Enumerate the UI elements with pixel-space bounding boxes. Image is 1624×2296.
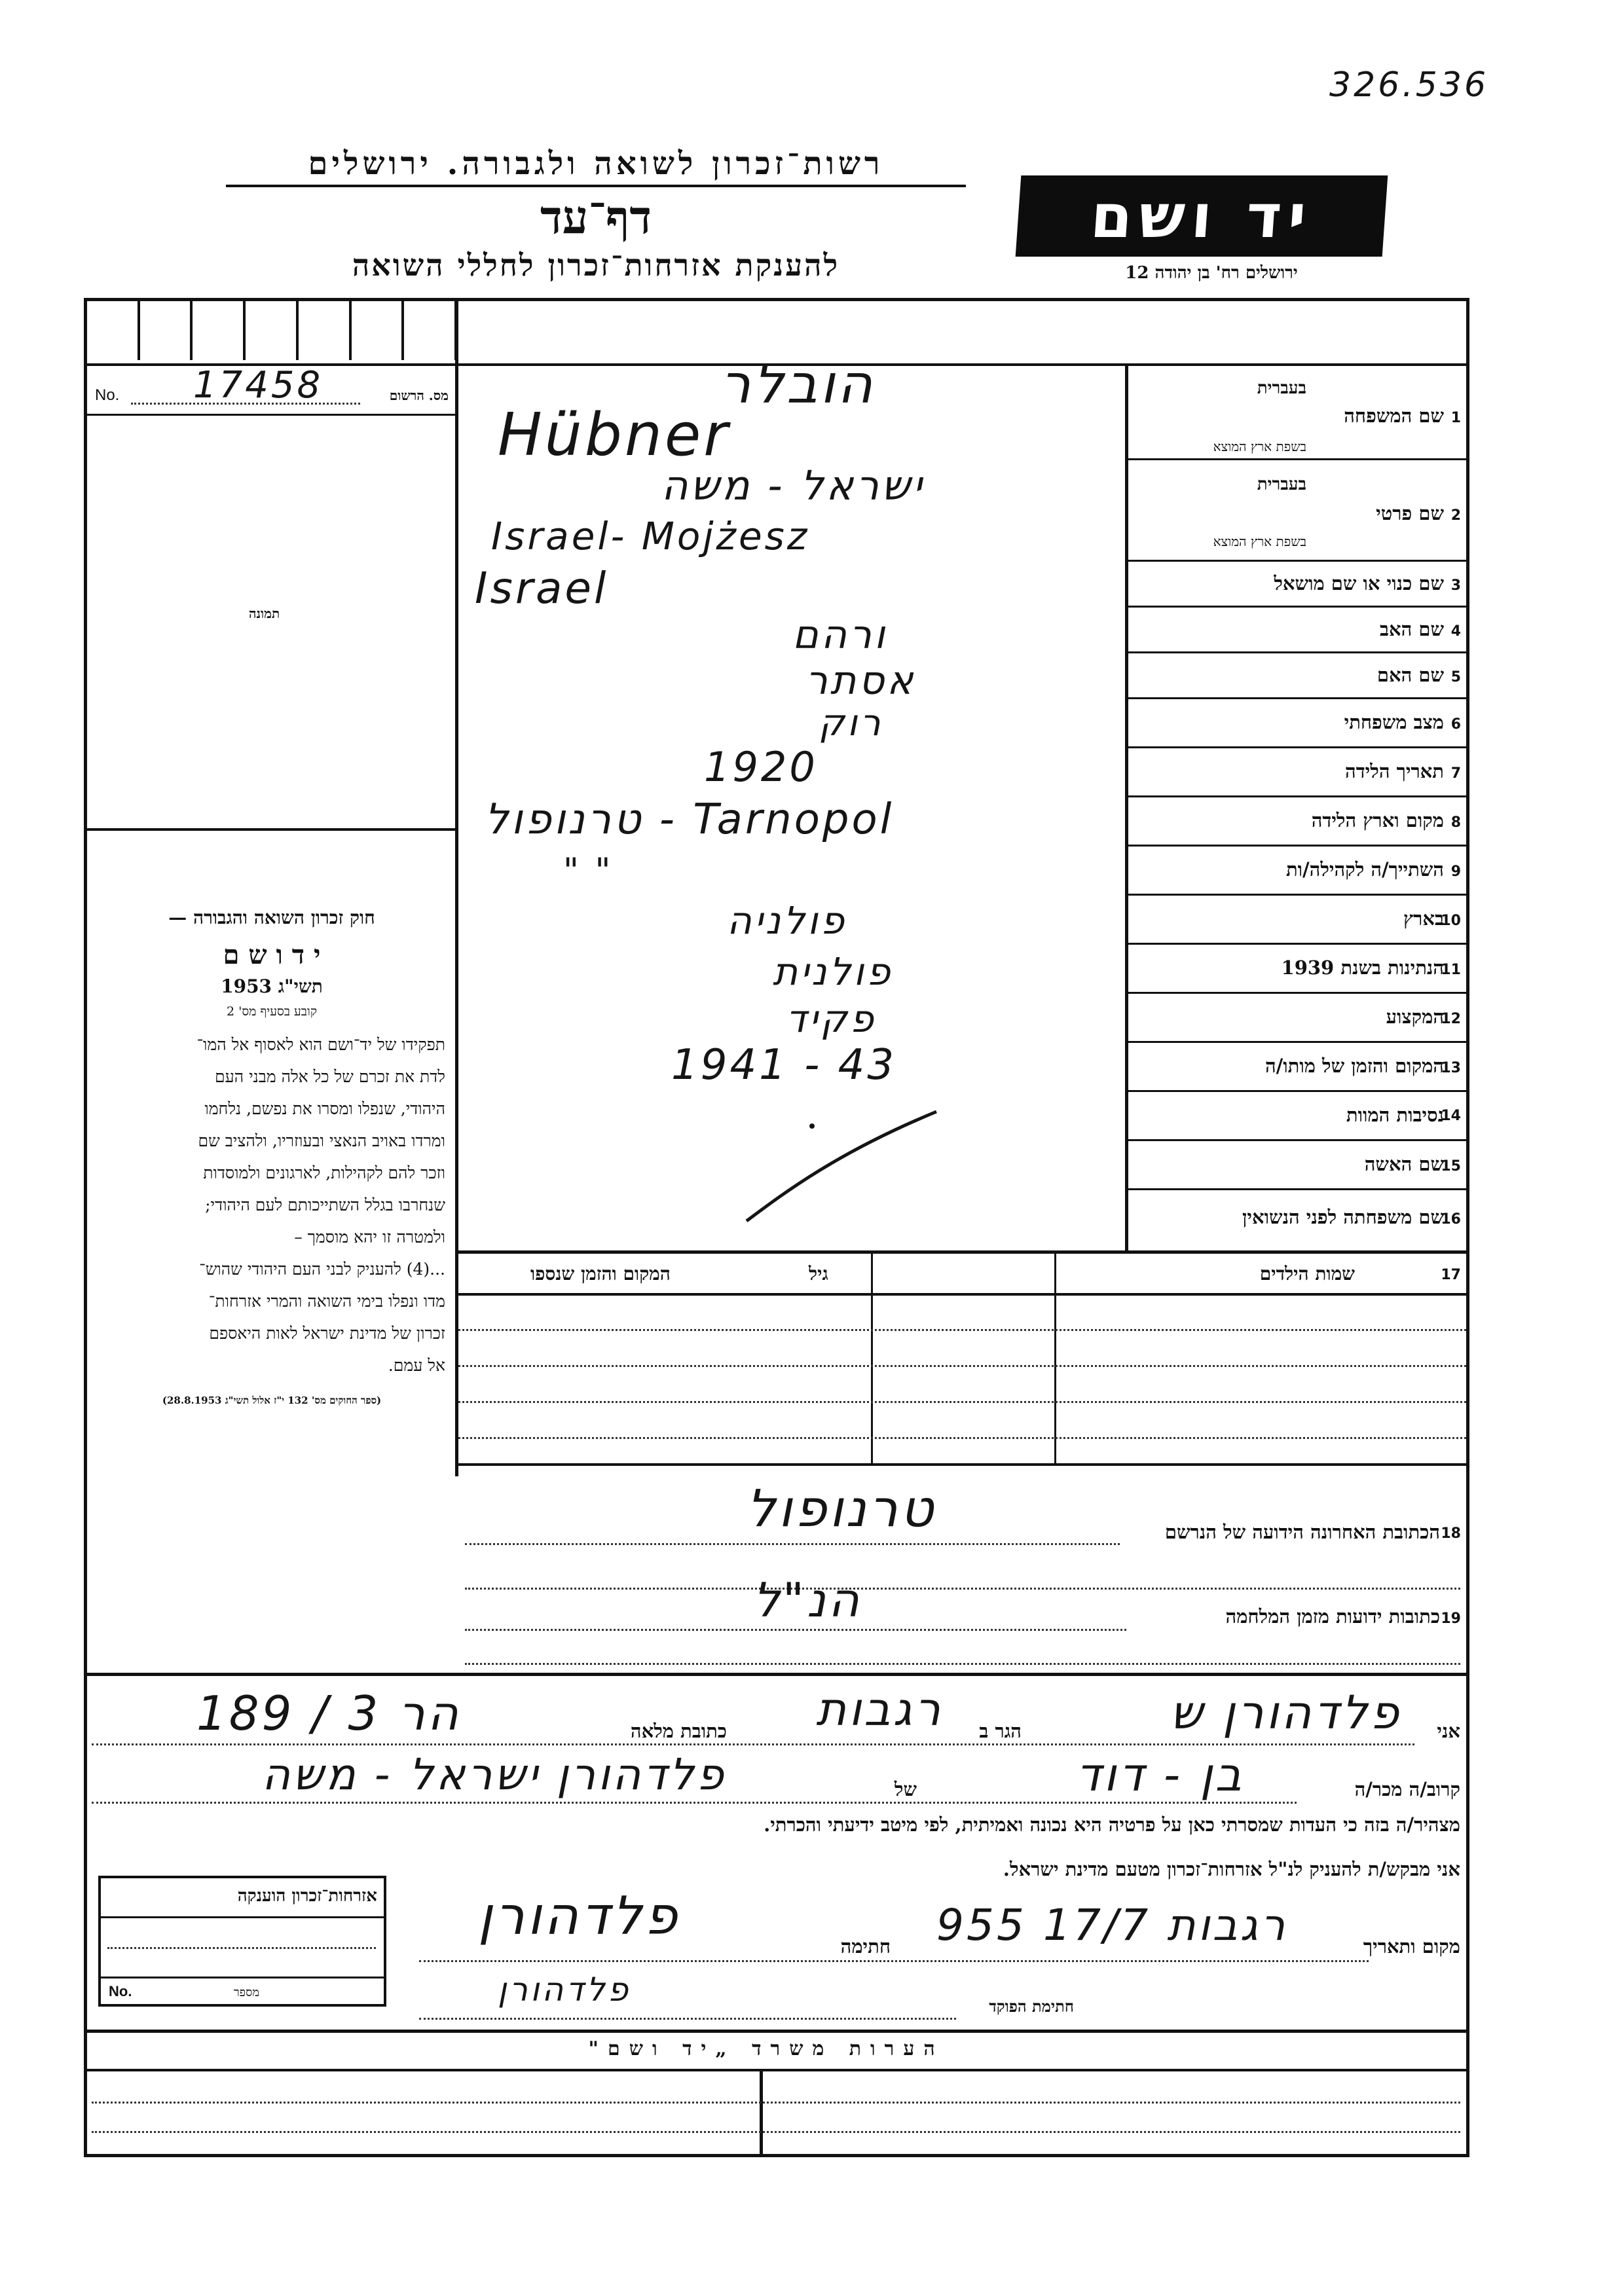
decl-of-value: פלדהורן ישראל - משה <box>262 1749 726 1800</box>
remarks-line <box>92 2131 1460 2133</box>
yad-vashem-logo <box>1016 175 1388 257</box>
file-number: 326.536 <box>1329 65 1489 105</box>
field-sub-hebrew: בעברית <box>1257 475 1306 494</box>
field-7-value: 1920 <box>704 743 818 791</box>
field-number: 19 <box>1441 1611 1461 1627</box>
law-text-line: ולמטרה זו יהא מוסמך – <box>294 1228 445 1247</box>
logo-text: יד ושם <box>1088 181 1316 251</box>
decl-place-date-label: מקום ותאריך <box>1363 1935 1460 1958</box>
field-label: הכתובת האחרונה הידועה של הנרשם <box>1164 1521 1440 1543</box>
decl-signature-value: פלדהורן <box>478 1886 680 1946</box>
field-label: המקצוע <box>1386 1006 1444 1028</box>
sep-6 <box>1125 746 1466 748</box>
law-text-line: וזכר להם לקהילות, לארגונים ולמוסדות <box>203 1163 445 1182</box>
sep-3 <box>1125 606 1466 608</box>
law-citation: (ספר החוקים מס' 132 י"ז אלול תשי"ג 28.8.1953) <box>162 1394 382 1406</box>
law-text-line: זכרון של מדינת ישראל לאות היאספם <box>209 1324 445 1343</box>
field-number: 2 <box>1450 507 1461 524</box>
field-10-value: פולניה <box>727 898 847 943</box>
citizenship-box-rule-2 <box>101 1977 384 1978</box>
declaration-official-line <box>419 1971 1074 2030</box>
decl-line-2-dots <box>92 1802 1297 1804</box>
remarks-rule-2 <box>87 2069 1466 2071</box>
law-year: תשי"ג 1953 <box>221 975 323 997</box>
decl-address-label: כתובת מלאה <box>630 1720 727 1742</box>
field-number: 7 <box>1450 765 1461 782</box>
sep-14 <box>1125 1139 1466 1141</box>
citizenship-box-dots <box>107 1947 376 1949</box>
field-6-value: רוק <box>819 702 883 744</box>
field-4 <box>1130 609 1464 651</box>
field-11-value: פולנית <box>773 949 893 994</box>
authority-title: רשות־זכרון לשואה ולגבורה. ירושלים <box>308 145 884 182</box>
field-2 <box>1130 462 1464 560</box>
field-label: תאריך הלידה <box>1345 760 1444 782</box>
citizenship-box-title: אזרחות־זכרון הוענקה <box>237 1886 377 1906</box>
law-text-line: לדת את זכרם של כל אלה מבני העם <box>215 1067 445 1086</box>
decl-address-value: הר 3 / 189 <box>196 1686 461 1741</box>
law-text-line: מדו ונפלו בימי השואה והמרי אזרחות־ <box>208 1292 445 1311</box>
section-rule <box>87 1673 1466 1676</box>
decl-line-1-dots <box>92 1743 1414 1745</box>
law-title: חוק זכרון השואה והגבורה — <box>168 907 375 928</box>
children-col-names: שמות הילדים <box>1259 1263 1355 1285</box>
law-clause: קובע בסעיף מס' 2 <box>227 1004 317 1019</box>
sep-4 <box>1125 651 1466 653</box>
field-number: 9 <box>1450 864 1461 880</box>
remarks-rule-top <box>87 2030 1466 2033</box>
field-number: 18 <box>1441 1525 1461 1542</box>
form-subtitle: להענקת אזרחות־זכרון לחללי השואה <box>352 247 840 283</box>
field-label: שם האשה <box>1364 1153 1444 1175</box>
strike-line <box>740 1100 950 1231</box>
law-text-line: אל עמם. <box>388 1356 445 1375</box>
field-number: 17 <box>1441 1267 1461 1283</box>
children-row-line <box>458 1437 1466 1439</box>
field-18-value: טרנופול <box>747 1480 936 1539</box>
field-6 <box>1130 701 1464 746</box>
law-org: י ד ו ש ם <box>223 939 321 970</box>
field-5 <box>1130 655 1464 697</box>
citizenship-box <box>98 1876 386 2007</box>
field-1-value-hebrew: הובלר <box>720 354 876 416</box>
decl-relative-label: קרוב/ה מכר/ה <box>1354 1778 1460 1800</box>
photo-divider <box>87 828 455 831</box>
field-label: שם האב <box>1379 618 1444 640</box>
field-label: הנתינות בשנת 1939 <box>1281 957 1444 979</box>
sep-2 <box>1125 560 1466 562</box>
children-row-line <box>458 1329 1466 1331</box>
field-label: בארץ <box>1403 907 1444 930</box>
field-label: השתייך/ה לקהילה/ות <box>1285 858 1444 881</box>
children-col-age: גיל <box>809 1263 828 1285</box>
photo-label: תמונה <box>249 606 280 621</box>
field-13-value: 1941 - 43 <box>671 1041 897 1089</box>
law-text-line: שנחרבו בגלל השתייכותם לעם היהודי; <box>205 1195 445 1214</box>
field-9 <box>1130 848 1464 894</box>
field-number: 16 <box>1441 1211 1461 1228</box>
field-8-value: טרנופול - Tarnopol <box>485 795 895 844</box>
sep-7 <box>1125 795 1466 797</box>
field-19 <box>458 1571 1466 1669</box>
registration-no-label: No. <box>95 386 120 404</box>
sep-1 <box>1125 458 1466 460</box>
field-11 <box>1130 946 1464 992</box>
declaration-line-1 <box>92 1679 1460 1751</box>
sep-13 <box>1125 1090 1466 1092</box>
children-bottom-rule <box>455 1463 1466 1466</box>
registration-number: 17458 <box>193 364 323 407</box>
field-number: 3 <box>1450 577 1461 594</box>
decl-ani-label: אני <box>1437 1720 1460 1742</box>
citizenship-box-rule <box>101 1916 384 1918</box>
header-address: ירושלים רח' בן יהודה 12 <box>1125 263 1298 283</box>
field-label: המקום והזמן של מותו/ה <box>1264 1055 1444 1077</box>
field-number: 1 <box>1450 410 1461 426</box>
sep-10 <box>1125 943 1466 945</box>
sep-5 <box>1125 697 1466 699</box>
field-number: 6 <box>1450 716 1461 733</box>
field-label: שם פרטי <box>1376 502 1444 524</box>
field-number: 13 <box>1441 1060 1461 1076</box>
field-number: 14 <box>1441 1108 1461 1124</box>
field-4-value: ורהם <box>792 612 888 658</box>
field-19-line-2 <box>465 1663 1460 1665</box>
field-13 <box>1130 1044 1464 1090</box>
field-2-value-hebrew: ישראל - משה <box>661 462 925 509</box>
decl-official-dots <box>419 2018 956 2020</box>
field-2-value-latin: Israel- Mojżesz <box>491 514 810 558</box>
children-row-line <box>458 1401 1466 1403</box>
citizenship-he-label: מספר <box>233 1986 259 1999</box>
field-1 <box>1130 367 1464 458</box>
decl-official-value: פלדהורן <box>498 1971 631 2009</box>
field-number: 5 <box>1450 669 1461 685</box>
sep-11 <box>1125 992 1466 994</box>
field-3-value: Israel <box>475 563 609 613</box>
field-number: 8 <box>1450 814 1461 831</box>
field-14 <box>1130 1093 1464 1139</box>
field-label: כתובות ידועות מזמן המלחמה <box>1225 1605 1440 1628</box>
field-5-value: אסתר <box>805 658 916 704</box>
children-col-place: המקום והזמן שנספו <box>530 1263 671 1285</box>
registration-row <box>95 364 449 412</box>
law-box <box>98 907 445 1407</box>
field-15 <box>1130 1142 1464 1188</box>
sep-15 <box>1125 1188 1466 1190</box>
divider-label-column <box>1125 363 1128 1252</box>
decl-resides-label: הגר ב <box>979 1720 1022 1742</box>
field-12 <box>1130 995 1464 1041</box>
field-19-value: הנ"ל <box>753 1573 862 1628</box>
field-number: 12 <box>1441 1011 1461 1027</box>
field-number: 10 <box>1441 913 1461 929</box>
children-col-divider-2 <box>1054 1254 1056 1463</box>
declaration-line-2 <box>92 1748 1460 1813</box>
law-text-line: היהודי, שנפלו ומסרו את נפשם, נלחמו <box>204 1099 445 1118</box>
field-label: מקום וארץ הלידה <box>1311 809 1444 831</box>
decl-official-label: חתימת הפוקד <box>989 1997 1074 2016</box>
decl-of-label: של <box>894 1778 917 1800</box>
office-remarks-title: הערות משרד „יד ושם" <box>588 2037 944 2060</box>
children-col-divider-1 <box>871 1254 873 1463</box>
remarks-center-divider <box>760 2069 763 2157</box>
form-title: דף־עד <box>540 190 652 244</box>
field-number: 11 <box>1441 962 1461 978</box>
sep-9 <box>1125 894 1466 896</box>
decl-statement: מצהיר/ה בזה כי העדות שמסרתי כאן על פרטיה היא נכונה ואמיתית, לפי מיטב ידיעתי והכרתי. <box>764 1813 1460 1836</box>
field-16 <box>1130 1192 1464 1250</box>
decl-resides-value: רגבות <box>816 1683 943 1736</box>
divider-left-column <box>455 298 458 1476</box>
field-18-dots <box>465 1543 1120 1545</box>
field-18 <box>458 1470 1466 1568</box>
declaration-signature-line <box>419 1886 1460 1971</box>
children-row-line <box>458 1365 1466 1367</box>
law-text-line: ...(4) להעניק לבני העם היהודי שהוש־ <box>199 1260 445 1279</box>
field-10 <box>1130 897 1464 943</box>
field-label: מצב משפחתי <box>1344 711 1444 733</box>
field-number: 4 <box>1450 623 1461 640</box>
law-text-line: תפקידו של יד־ושם הוא לאסוף אל המו־ <box>196 1035 445 1054</box>
remarks-line <box>92 2102 1460 2104</box>
field-label: שם המשפחה <box>1344 405 1444 427</box>
field-19-dots <box>465 1629 1126 1631</box>
registration-he-label: מס. הרשום <box>389 388 449 403</box>
field-3 <box>1130 563 1464 606</box>
field-sub-hebrew: בעברית <box>1257 378 1306 398</box>
field-label: שם משפחתה לפני הנשואין <box>1242 1206 1444 1228</box>
law-text-line: ומרדו באויב הנאצי ובעוזריו, ולהציב שם <box>198 1131 445 1150</box>
sep-8 <box>1125 845 1466 847</box>
field-number: 15 <box>1441 1158 1461 1175</box>
field-label: שם האם <box>1376 664 1444 686</box>
citizenship-no-label: No. <box>109 1983 132 1999</box>
registration-divider <box>87 414 455 416</box>
field-label: שם כנוי או שם מושאל <box>1274 572 1444 594</box>
decl-relative-value: בן - דוד <box>1076 1748 1244 1802</box>
title-underline <box>226 185 966 187</box>
field-9-value: " " <box>563 851 614 890</box>
children-header <box>458 1254 1466 1296</box>
field-sub-origin: בשפת ארץ המוצא <box>1213 534 1306 549</box>
field-8 <box>1130 799 1464 845</box>
field-7 <box>1130 750 1464 795</box>
decl-sig-dots <box>419 1960 1369 1962</box>
sep-12 <box>1125 1041 1466 1043</box>
decl-signature-label: חתימה <box>840 1935 891 1958</box>
field-sub-origin: בשפת ארץ המוצא <box>1213 439 1306 454</box>
field-label: נסיבות המוות <box>1346 1104 1444 1126</box>
field-1-value-latin: Hübner <box>498 401 731 469</box>
decl-place-date-value: רגבות 17/7 955 <box>936 1900 1288 1950</box>
decl-ani-value: פלדהורן ש <box>1170 1686 1401 1740</box>
field-12-value: פקיד <box>786 996 877 1041</box>
id-boxes <box>87 301 457 360</box>
decl-request: אני מבקש/ת להעניק לנ"ל אזרחות־זכרון מטעם מדינת ישראל. <box>1003 1858 1460 1880</box>
